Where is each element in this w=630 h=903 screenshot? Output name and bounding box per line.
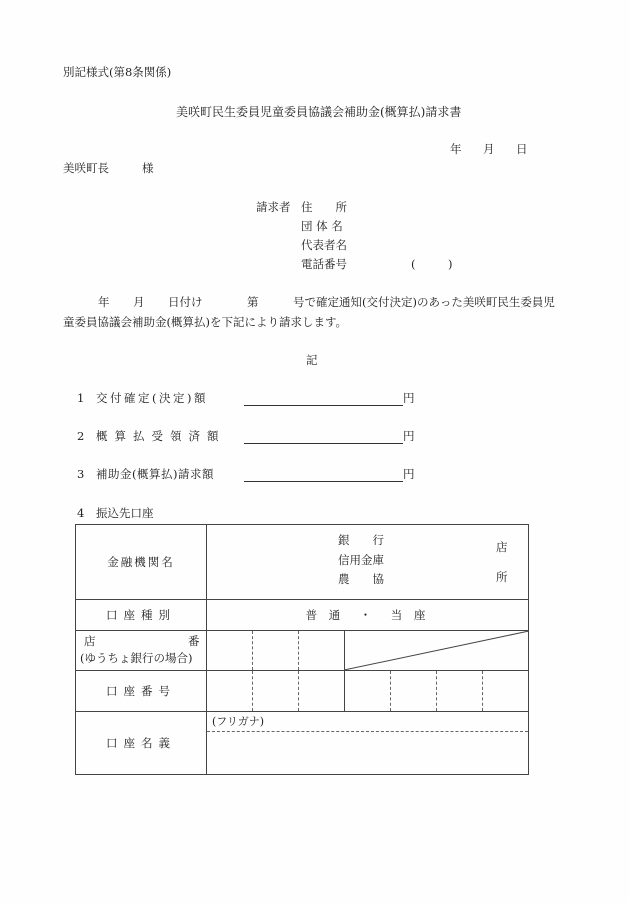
branch-type-store: 店: [496, 540, 508, 554]
body-number-prefix: 第: [247, 295, 259, 309]
body-date-suffix: 日付け: [168, 295, 203, 309]
bank-type-nokyo: 農 協: [338, 572, 384, 586]
branch-number-label-cell: [76, 631, 207, 671]
address-field-label: 住 所: [301, 200, 347, 214]
branch-type-office: 所: [496, 570, 508, 584]
furigana-divider: [207, 731, 528, 732]
account-type-row: [76, 600, 529, 631]
body-line2: 童委員協議会補助金(概算払)を下記により請求します。: [63, 315, 348, 329]
bank-name-cell[interactable]: [207, 525, 529, 600]
body-year: 年: [98, 295, 110, 309]
account-digit-divider: [436, 671, 437, 711]
item-2-amount-line[interactable]: [244, 443, 403, 444]
ki-label: 記: [306, 353, 318, 367]
date-day-label: 日: [516, 142, 528, 156]
addressee-suffix: 様: [142, 161, 154, 175]
bank-name-label: 金融機関名: [76, 525, 207, 600]
furigana-label: (フリガナ): [212, 715, 265, 728]
item-4-number: 4: [77, 506, 85, 520]
branch-number-label-1: 店: [84, 634, 96, 648]
body-month: 月: [133, 295, 145, 309]
date-year-label: 年: [450, 142, 462, 156]
form-label: 別記様式(第8条関係): [63, 65, 172, 79]
date-month-label: 月: [483, 142, 495, 156]
item-1-amount-line[interactable]: [244, 405, 403, 406]
item-1-unit: 円: [403, 391, 415, 405]
branch-digit-divider: [252, 631, 253, 670]
account-digit-divider: [482, 671, 483, 711]
bank-name-row: [76, 525, 529, 600]
branch-number-note: (ゆうちょ銀行の場合): [80, 651, 193, 665]
item-3-number: 3: [77, 467, 85, 481]
bank-account-table: [75, 524, 529, 775]
bank-type-bank: 銀 行: [338, 533, 384, 547]
account-number-label: 口座番号: [76, 671, 207, 712]
account-digit-divider: [390, 671, 391, 711]
branch-digit-divider: [298, 631, 299, 670]
requester-label: 請求者: [256, 200, 291, 214]
item-3-amount-line[interactable]: [244, 481, 403, 482]
account-name-label: 口座名義: [76, 712, 207, 775]
item-1-label: 交付確定(決定)額: [96, 391, 208, 405]
phone-paren-close: ): [448, 257, 453, 271]
item-2-label: 概算払受領済額: [96, 429, 226, 443]
item-4-label: 振込先口座: [96, 506, 154, 520]
phone-paren-open: (: [411, 257, 416, 271]
account-type-label: 口座種別: [76, 600, 207, 631]
representative-field-label: 代表者名: [301, 238, 347, 252]
item-2-number: 2: [77, 429, 85, 443]
item-1-number: 1: [77, 391, 85, 405]
organization-field-label: 団 体 名: [301, 219, 343, 233]
account-digit-divider: [252, 671, 253, 711]
account-name-cell[interactable]: [207, 712, 529, 775]
document-title: 美咲町民生委員児童委員協議会補助金(概算払)請求書: [176, 105, 462, 119]
account-digit-divider: [344, 671, 345, 711]
phone-field-label: 電話番号: [301, 257, 347, 271]
bank-type-shinkin: 信用金庫: [338, 553, 384, 567]
diagonal-strike-icon: [344, 631, 529, 670]
account-number-row: [76, 671, 529, 712]
item-2-unit: 円: [403, 429, 415, 443]
account-digit-divider: [298, 671, 299, 711]
branch-number-cells[interactable]: [207, 631, 529, 671]
addressee-name: 美咲町長: [63, 161, 109, 175]
account-number-cells[interactable]: [207, 671, 529, 712]
item-3-unit: 円: [403, 467, 415, 481]
branch-number-row: [76, 631, 529, 671]
account-type-options[interactable]: 普 通 ・ 当 座: [207, 600, 529, 631]
body-line1-rest: 号で確定通知(交付決定)のあった美咲町民生委員児: [293, 295, 555, 309]
item-3-label: 補助金(概算払)請求額: [96, 467, 214, 481]
account-name-row: [76, 712, 529, 775]
branch-number-label-2: 番: [188, 634, 200, 648]
